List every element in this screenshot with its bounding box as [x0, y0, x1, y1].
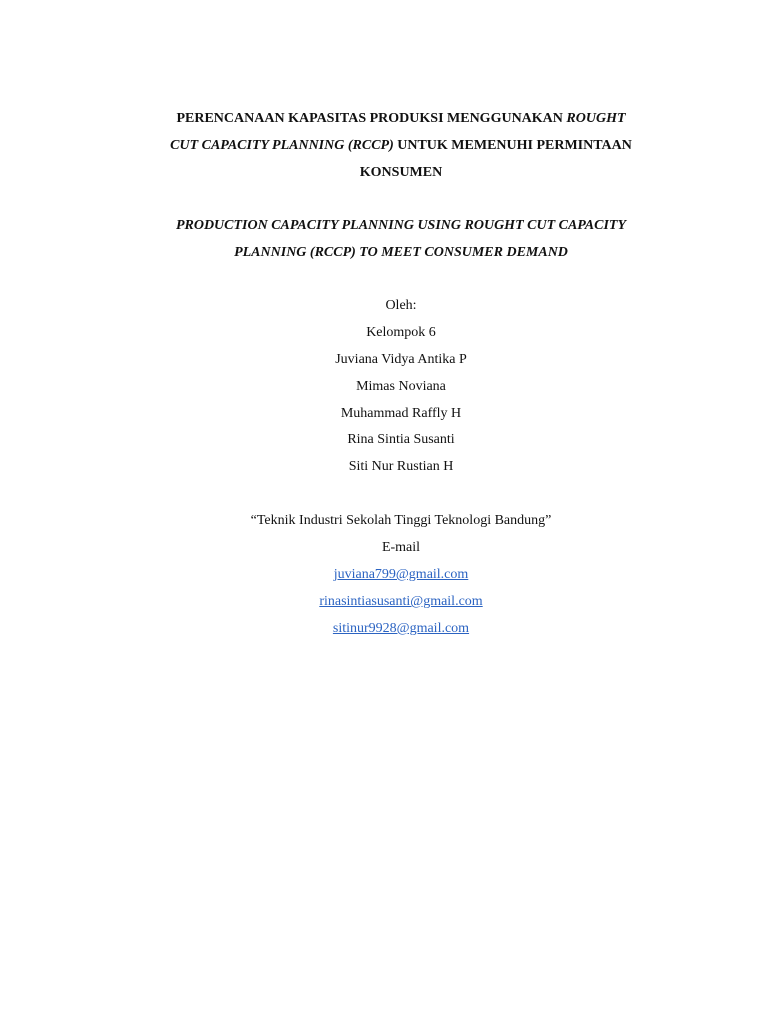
- email-row: [0, 566, 768, 584]
- author-name: Siti Nur Rustian H: [348, 459, 454, 474]
- email-link[interactable]: rinasintiasusanti@gmail.com: [319, 594, 483, 609]
- title-indonesian-line-1-text: PERENCANAAN KAPASITAS PRODUKSI MENGGUNAKAN: [176, 111, 567, 126]
- title-indonesian-line-2-text: UNTUK MEMENUHI PERMINTAAN: [393, 138, 632, 153]
- title-indonesian-line-2: [0, 137, 768, 155]
- author-name: Mimas Noviana: [356, 379, 446, 394]
- title-english-line-2: PLANNING (RCCP) TO MEET CONSUMER DEMAND: [234, 245, 568, 260]
- title-indonesian-line-1-italic: ROUGHT: [566, 111, 626, 126]
- group-name: Kelompok 6: [366, 325, 436, 340]
- title-indonesian-line-2-italic: CUT CAPACITY PLANNING (RCCP): [170, 138, 394, 153]
- institution: “Teknik Industri Sekolah Tinggi Teknologi Bandung”: [250, 513, 552, 528]
- email-row: [0, 593, 768, 611]
- author-name: Rina Sintia Susanti: [347, 432, 455, 447]
- author-name: Juviana Vidya Antika P: [335, 352, 467, 367]
- title-indonesian-line-1: [0, 110, 768, 128]
- email-row: [0, 620, 768, 638]
- email-link[interactable]: sitinur9928@gmail.com: [332, 621, 470, 636]
- author-name: Muhammad Raffly H: [340, 406, 462, 421]
- by-label: Oleh:: [385, 298, 417, 313]
- email-link[interactable]: juviana799@gmail.com: [333, 567, 469, 582]
- title-english-line-1: PRODUCTION CAPACITY PLANNING USING ROUGHT CUT CAPACITY: [175, 218, 627, 233]
- email-label: E-mail: [381, 540, 421, 555]
- title-indonesian-line-3: KONSUMEN: [359, 165, 443, 180]
